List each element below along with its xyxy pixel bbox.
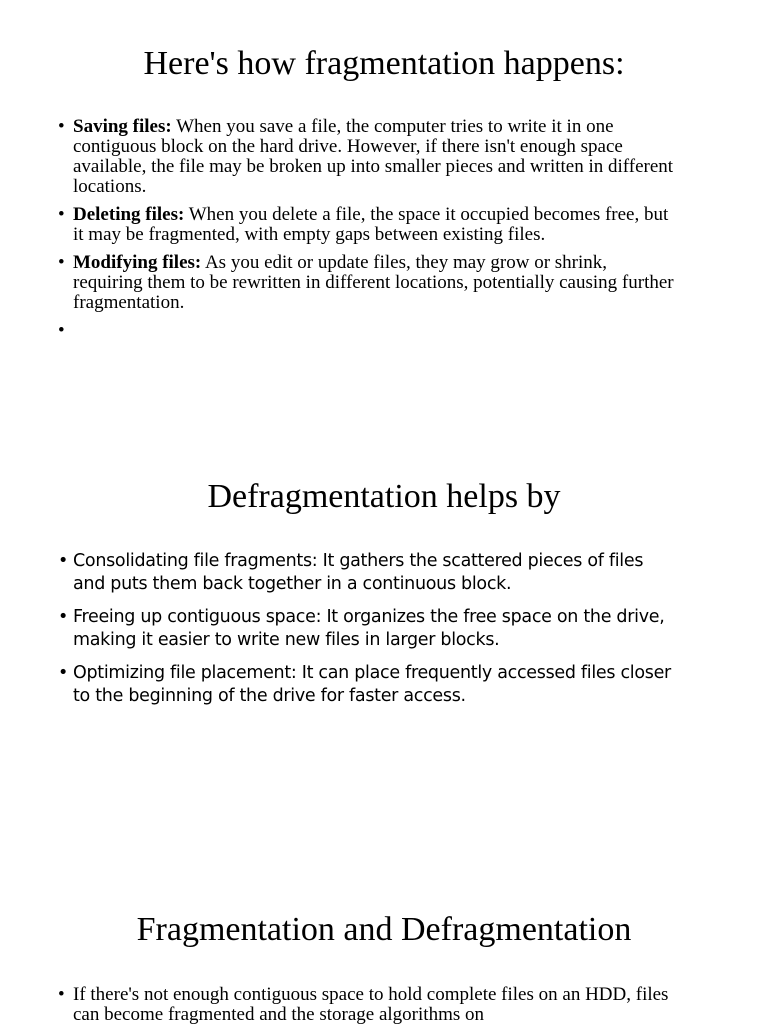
bullet-term: Modifying files:: [73, 252, 202, 273]
list-item: • Freeing up contiguous space: It organizes the free space on the drive, making it easier to write new files in larger blocks.: [58, 606, 678, 652]
slide-title: Defragmentation helps by: [207, 478, 561, 515]
bullet-term: Saving files:: [73, 116, 172, 137]
bullet-text: When you save a file, the computer tries to write it in one contiguous block on the hard drive. However, if there isn't enough space available, the file may be broken up into smaller pieces and written in different locations.: [73, 116, 674, 197]
slide-title: Fragmentation and Defragmentation: [136, 911, 632, 948]
bullet-term: Deleting files:: [73, 204, 185, 225]
slide-title: Here's how fragmentation happens:: [143, 45, 625, 82]
list-item: • Optimizing file placement: It can place frequently accessed files closer to the beginning of the drive for faster access.: [58, 662, 678, 708]
bullet-text: When you delete a file, the space it occupied becomes free, but it may be fragmented, with empty gaps between existing files.: [73, 204, 669, 245]
list-item: • Consolidating file fragments: It gathers the scattered pieces of files and puts them back together in a continuous block.: [58, 550, 678, 596]
bullet-text: As you edit or update files, they may grow or shrink, requiring them to be rewritten in different locations, potentially causing further fragmentation.: [73, 252, 674, 313]
bullet-list: [58, 985, 678, 1033]
list-item: • If there's not enough contiguous space to hold complete files on an HDD, files can become fragmented and the storage algorithms on: [58, 985, 678, 1025]
